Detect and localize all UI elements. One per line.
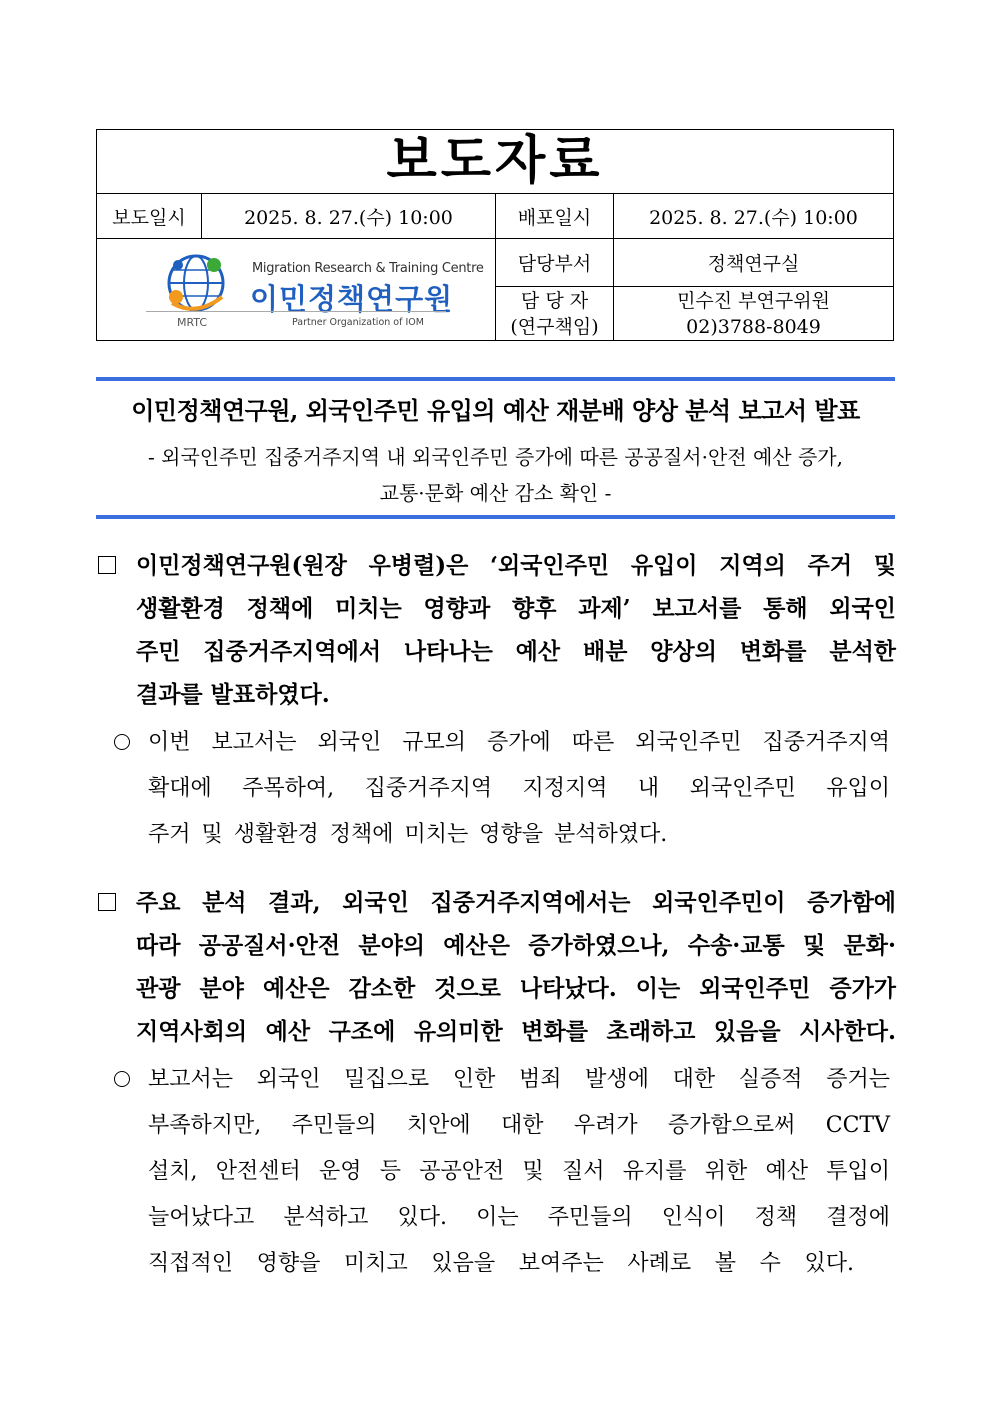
distribution-date-value: 2025. 8. 27.(수) 10:00: [614, 194, 894, 239]
logo-abbreviation: MRTC: [176, 315, 208, 329]
section1-main-line: 결과를 발표하였다.: [136, 681, 330, 708]
section2-main-line: 관광 분야 예산은 감소한 것으로 나타났다. 이는 외국인주민 증가가: [136, 975, 896, 1002]
subheadline-line-1: - 외국인주민 집중거주지역 내 외국인주민 증가에 따른 공공질서·안전 예산 증가,: [148, 445, 843, 469]
section2-sub-line: 설치, 안전센터 운영 등 공공안전 및 질서 유지를 위한 예산 투입이: [148, 1159, 890, 1184]
section2-main-line: 주요 분석 결과, 외국인 집중거주지역에서는 외국인주민이 증가함에: [136, 889, 896, 916]
section2-sub-line: 부족하지만, 주민들의 치안에 대한 우려가 증가함으로써 CCTV: [148, 1113, 890, 1138]
globe-logo-icon: [164, 251, 228, 315]
contact-phone: 02)3788-8049: [686, 315, 821, 338]
section2-sub-line: 직접적인 영향을 미치고 있음을 보여주는 사례로 볼 수 있다.: [148, 1251, 854, 1276]
headline-top-rule: [96, 377, 895, 381]
organization-logo-cell: [97, 239, 496, 341]
contact-value: [614, 287, 894, 341]
document-title: 보도자료: [97, 130, 894, 194]
section2-sub-line: 늘어났다고 분석하고 있다. 이는 주민들의 인식이 정책 결정에: [148, 1205, 890, 1230]
contact-label: [496, 287, 614, 341]
contact-label-line2: (연구책임): [510, 315, 599, 338]
section1-sub-line: 주거 및 생활환경 정책에 미치는 영향을 분석하였다.: [148, 822, 668, 847]
logo-korean-name: 이민정책연구원: [250, 281, 454, 316]
organization-logo: [146, 245, 484, 335]
distribution-date-label: 배포일시: [496, 194, 614, 239]
contact-label-line1: 담 당 자: [520, 289, 589, 312]
logo-english-name: Migration Research & Training Centre: [252, 260, 484, 276]
department-value: 정책연구실: [614, 239, 894, 287]
section2-main-line: 지역사회의 예산 구조에 유의미한 변화를 초래하고 있음을 시사한다.: [136, 1018, 896, 1045]
section1-main-line: 생활환경 정책에 미치는 영향과 향후 과제’ 보고서를 통해 외국인: [136, 595, 896, 622]
logo-partner-text: Partner Organization of IOM: [292, 316, 424, 328]
department-label: 담당부서: [496, 239, 614, 287]
contact-name: 민수진 부연구위원: [677, 289, 830, 312]
checkbox-square-icon: [98, 893, 116, 911]
subheadline-line-2: 교통·문화 예산 감소 확인 -: [379, 481, 612, 505]
headline-bottom-rule: [96, 515, 895, 519]
logo-divider: [146, 311, 446, 312]
bullet-circle-icon: [114, 734, 130, 750]
release-date-label: 보도일시: [97, 194, 202, 239]
headline: 이민정책연구원, 외국인주민 유입의 예산 재분배 양상 분석 보고서 발표: [131, 396, 860, 425]
section1-sub-line: 확대에 주목하여, 집중거주지역 지정지역 내 외국인주민 유입이: [148, 776, 890, 801]
section1-main-line: 이민정책연구원(원장 우병렬)은 ‘외국인주민 유입이 지역의 주거 및: [136, 552, 896, 579]
section1-sub-line: 이번 보고서는 외국인 규모의 증가에 따른 외국인주민 집중거주지역: [148, 730, 890, 755]
section2-sub-line: 보고서는 외국인 밀집으로 인한 범죄 발생에 대한 실증적 증거는: [148, 1067, 890, 1092]
section1-main-line: 주민 집중거주지역에서 나타나는 예산 배분 양상의 변화를 분석한: [136, 638, 896, 665]
bullet-circle-icon: [114, 1071, 130, 1087]
checkbox-square-icon: [98, 556, 116, 574]
release-date-value: 2025. 8. 27.(수) 10:00: [202, 194, 496, 239]
section2-main-line: 따라 공공질서·안전 분야의 예산은 증가하였으나, 수송·교통 및 문화·: [136, 932, 896, 959]
press-release-header-table: [96, 129, 894, 341]
